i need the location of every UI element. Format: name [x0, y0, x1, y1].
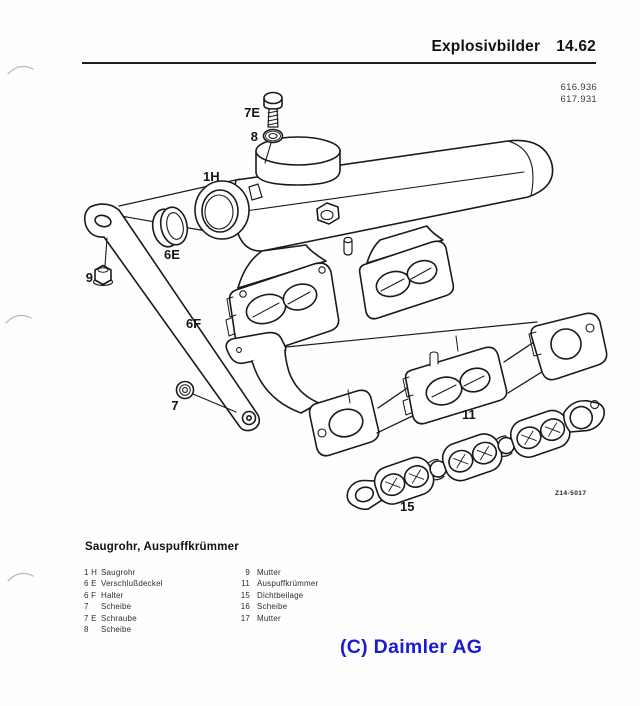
parts-row: 6 E Verschlußdeckel	[84, 579, 163, 589]
callout-1h: 1H	[203, 169, 220, 184]
drawing-number: Z14-5017	[555, 490, 587, 497]
engine-code: 617.931	[560, 93, 597, 105]
engine-codes	[561, 82, 597, 105]
parts-row: 8 Scheibe	[84, 625, 132, 635]
parts-row: 7 Scheibe	[84, 602, 132, 612]
parts-row: 11 Auspuffkrümmer	[241, 579, 319, 589]
engine-code: 616.936	[560, 82, 597, 93]
header-rule	[82, 62, 596, 64]
intake-manifold-1h	[195, 137, 553, 358]
callout-6e: 6E	[164, 247, 180, 262]
exhaust-flange-left	[310, 390, 379, 456]
callout-9: 9	[85, 270, 93, 285]
filler-cap	[256, 137, 340, 185]
parts-column-left	[84, 567, 230, 635]
page-header	[431, 38, 596, 56]
copyright-watermark: (C) Daimler AG	[340, 636, 483, 658]
parts-row: 6 F Halter	[84, 590, 124, 600]
seal-ring-6e-icon	[149, 205, 190, 250]
parts-row: 7 E Schraube	[84, 613, 137, 623]
callout-15: 15	[400, 499, 415, 514]
callout-6f: 6F	[186, 316, 202, 331]
parts-row: 9 Mutter	[245, 568, 281, 577]
section-number: 14.62	[556, 38, 596, 55]
exhaust-flange-right	[529, 313, 607, 379]
callout-11: 11	[462, 407, 476, 422]
bolt-7e-icon	[264, 93, 282, 128]
page-title: Explosivbilder	[431, 38, 541, 55]
parts-column-right	[230, 567, 318, 635]
scan-artifact-marks	[6, 66, 33, 581]
parts-row: 16 Scheibe	[240, 602, 288, 612]
parts-row: 15 Dichtbeilage	[240, 590, 304, 600]
callout-7: 7	[171, 398, 179, 413]
parts-list	[84, 541, 564, 635]
parts-list-heading: Saugrohr, Auspuffkrümmer	[85, 541, 239, 553]
hex-fitting	[317, 203, 339, 224]
callout-8: 8	[250, 129, 258, 144]
parts-row: 17 Mutter	[240, 613, 281, 623]
parts-row: 1 H Saugrohr	[84, 568, 136, 577]
gasket-15	[342, 394, 611, 518]
callout-7e: 7E	[244, 105, 260, 120]
exhaust-flange-mid	[403, 336, 507, 424]
